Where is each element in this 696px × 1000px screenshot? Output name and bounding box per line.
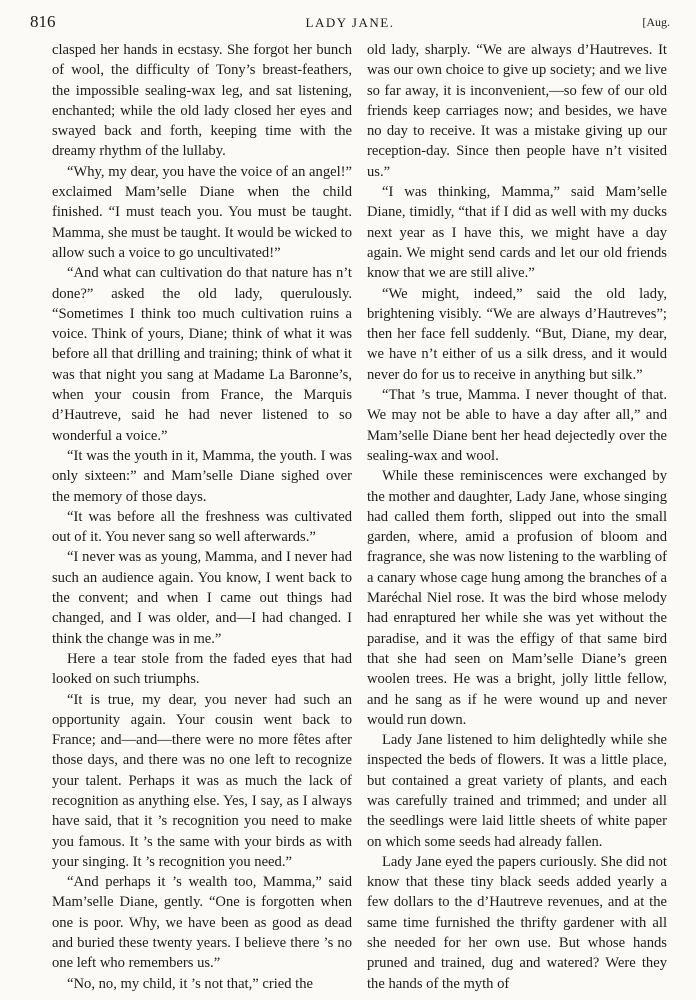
paragraph: “It was before all the freshness was cultivated out of it. You never sang so well afterwards.”	[52, 508, 352, 546]
paragraph: Lady Jane eyed the papers curiously. She did not know that these tiny black seeds added yearly a few dollars to the d’Hautreve revenues, and at the same time furnished the thrifty gardener with all she needed for her own use. But whose hands pruned and trained, dug and watered? Were they the hands of the myth of	[367, 853, 667, 992]
paragraph: old lady, sharply. “We are always d’Hautreves. It was our own choice to give up society; and we live so far away, it is inconvenient,—so few of our old friends keep carriages now; and besides, we have no day to receive. It was a mistake giving up our reception-day. Since then people have n’t visited us.”	[367, 42, 667, 180]
paragraph: “Why, my dear, you have the voice of an angel!” exclaimed Mam’selle Diane when the child finished. “I must teach you. You must be taught. Mamma, she must be taught. It would be wicked to allow such a voice to go uncultivated!”	[52, 163, 352, 261]
right-column	[367, 40, 667, 994]
paragraph: “I was thinking, Mamma,” said Mam’selle Diane, timidly, “that if I did as well with my ducks next year as I have this, we might have a day again. We might send cards and let our old friends know that we are still alive.”	[367, 184, 667, 282]
paragraph: “I never was as young, Mamma, and I never had such an audience again. You know, I went back to the convent; and when I came out things had changed, and I was older, and—I had changed. I think the change was in me.”	[52, 549, 352, 647]
running-title: LADY JANE.	[305, 15, 395, 30]
paragraph: While these reminiscences were exchanged by the mother and daughter, Lady Jane, whose singing had called them forth, slipped out into the small garden, where, amid a profusion of bloom and fragrance, she was now listening to the warbling of a canary whose cage hung among the branches of a Maréchal Niel rose. It was the bird whose melody had enraptured her while she was yet without the paradise, and it was the effigy of that same bird that she had seen on Mam’selle Diane’s green woolen trees. He was a bright, jolly little fellow, and he sang as if he were wound up and never would run down.	[367, 468, 667, 728]
paragraph: “That ’s true, Mamma. I never thought of that. We may not be able to have a day after all,” and Mam’selle Diane bent her head dejectedly over the sealing-wax and wool.	[367, 387, 667, 464]
paragraph: “And perhaps it ’s wealth too, Mamma,” said Mam’selle Diane, gently. “One is forgotten when one is poor. Why, we have been as good as dead and buried these twenty years. I believe there ’s no one left who remembers us.”	[52, 874, 352, 972]
issue-month: [Aug.	[642, 15, 670, 29]
paragraph: clasped her hands in ecstasy. She forgot her bunch of wool, the difficulty of Tony’s breast-feathers, the impossible sealing-wax leg, and sat listening, enchanted; while the old lady closed her eyes and swayed back and forth, keeping time with the dreamy rhythm of the lullaby.	[52, 42, 352, 160]
paragraph: Lady Jane listened to him delightedly while she inspected the beds of flowers. It was a little place, but contained a great variety of plants, and each was carefully trained and trimmed; and under all the seedlings were laid little sheets of white paper on which some seeds had already fallen.	[367, 732, 667, 850]
left-column	[52, 40, 352, 994]
paragraph: “We might, indeed,” said the old lady, brightening visibly. “We are always d’Hautreves”; then her face fell suddenly. “But, Diane, my dear, we have n’t either of us a silk dress, and it would never do for us to receive in anything but silk.”	[367, 285, 667, 383]
paragraph: “No, no, my child, it ’s not that,” cried the	[67, 975, 314, 992]
running-header	[30, 12, 670, 36]
paragraph: “It was the youth in it, Mamma, the youth. I was only sixteen:” and Mam’selle Diane sighed over the memory of those days.	[52, 447, 352, 505]
paragraph: “And what can cultivation do that nature has n’t done?” asked the old lady, querulously. “Sometimes I think too much cultivation ruins a voice. Think of yours, Diane; think of what it was before all that drilling and training; think of what it was that night you sang at Madame La Baronne’s, when your cousin from France, the Marquis d’Hautreve, said he had never listened to so wonderful a voice.”	[52, 265, 352, 444]
paragraph: Here a tear stole from the faded eyes that had looked on such triumphs.	[52, 650, 352, 688]
paragraph: “It is true, my dear, you never had such an opportunity again. Your cousin went back to France; and—and—there were no more fêtes after those days, and there was no one left to recognize your talent. Perhaps it was as much the lack of recognition as anything else. Yes, I say, as I always have said, that it ’s recognition you need to make you famous. It ’s the same with your birds as with your singing. It ’s recognition you need.”	[52, 691, 352, 870]
page-number: 816	[30, 12, 56, 31]
